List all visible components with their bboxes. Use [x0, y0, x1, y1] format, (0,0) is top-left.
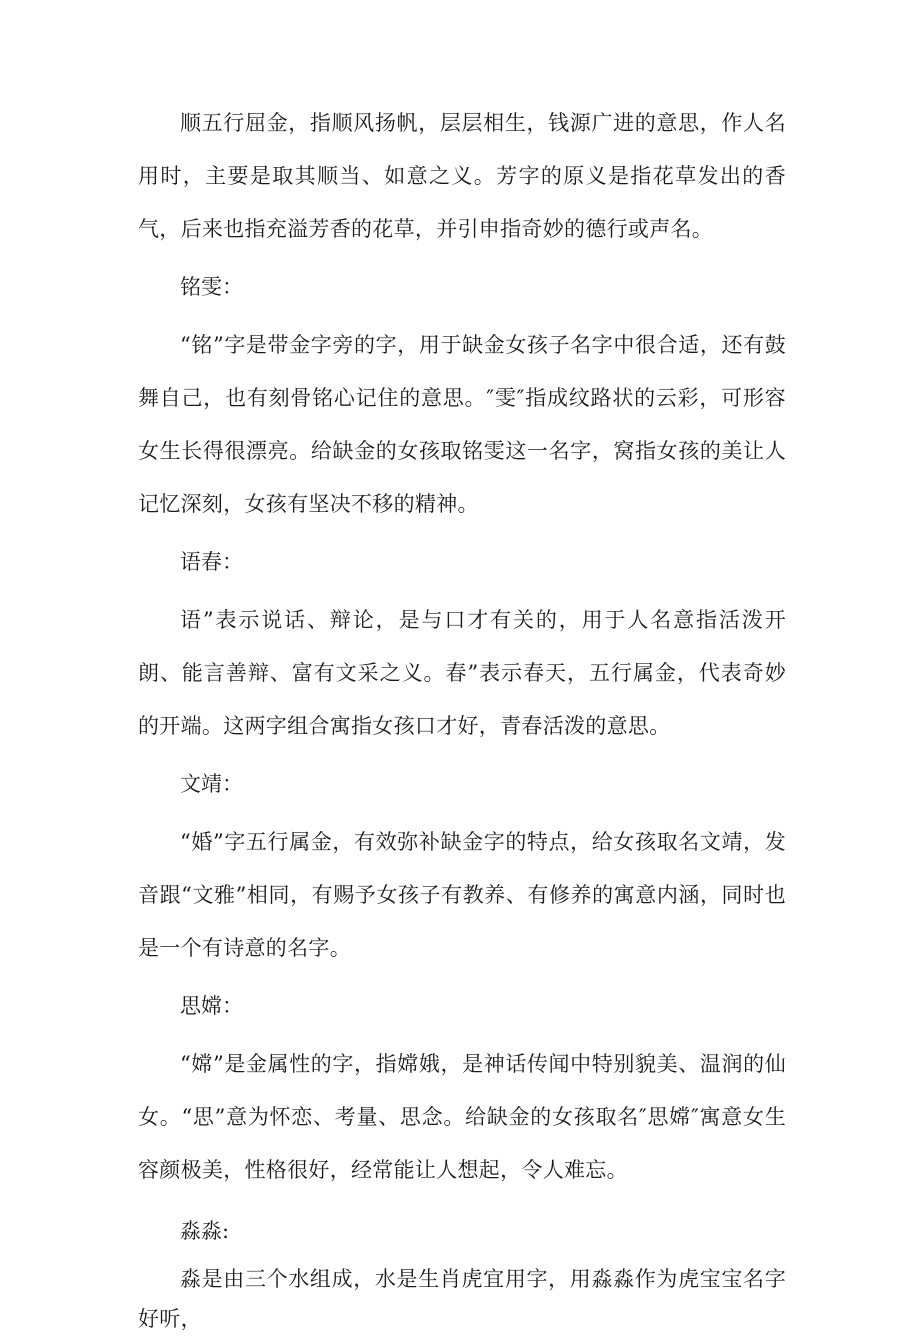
name-heading-miaomiao: 淼淼: — [180, 1219, 230, 1243]
paragraph: “婚”字五行属金，有效弥补缺金字的特点，给女孩取名文靖，发音跟“文雅”相同，有赐予女孩子有教养、有修养的寓意内涵，同时也是一个有诗意的名字。 — [138, 830, 786, 960]
paragraph: 顺五行屈金，指顺风扬帆，层层相生，钱源广进的意思，作人名用时，主要是取其顺当、如意之义。芳字的原义是指花草发出的香气，后来也指充溢芳香的花草，并引申指奇妙的德行或声名。 — [138, 111, 786, 241]
paragraph: 语”表示说话、辩论，是与口才有关的，用于人名意指活泼开朗、能言善辩、富有文采之义。春”表示春天，五行属金，代表奇妙的开端。这两字组合寓指女孩口才好，青春活泼的意思。 — [138, 608, 786, 738]
name-heading-sichang: 思嫦： — [180, 994, 243, 1018]
paragraph: “嫦”是金属性的字，指嫦娥，是神话传闻中特别貌美、温润的仙女。“思”意为怀恋、考量、思念。给缺金的女孩取名″思嫦″寓意女生容颜极美，性格很好，经常能让人想起，令人难忘。 — [138, 1052, 786, 1182]
name-heading-yuchun: 语春： — [180, 550, 243, 574]
name-heading-mingwen: 铭雯： — [180, 275, 243, 299]
paragraph: 淼是由三个水组成，水是生肖虎宜用字，用淼淼作为虎宝宝名字好听， — [138, 1267, 786, 1331]
paragraph: “铭”字是带金字旁的字，用于缺金女孩子名字中很合适，还有鼓舞自己，也有刻骨铭心记住的意思。″雯″指成纹路状的云彩，可形容女生长得很漂亮。给缺金的女孩取铭雯这一名字，窝指女孩的美让人记忆深刻，女孩有坚决不移的精神。 — [138, 333, 786, 516]
document-body — [138, 97, 786, 1339]
name-heading-wenjing: 文靖： — [180, 772, 243, 796]
